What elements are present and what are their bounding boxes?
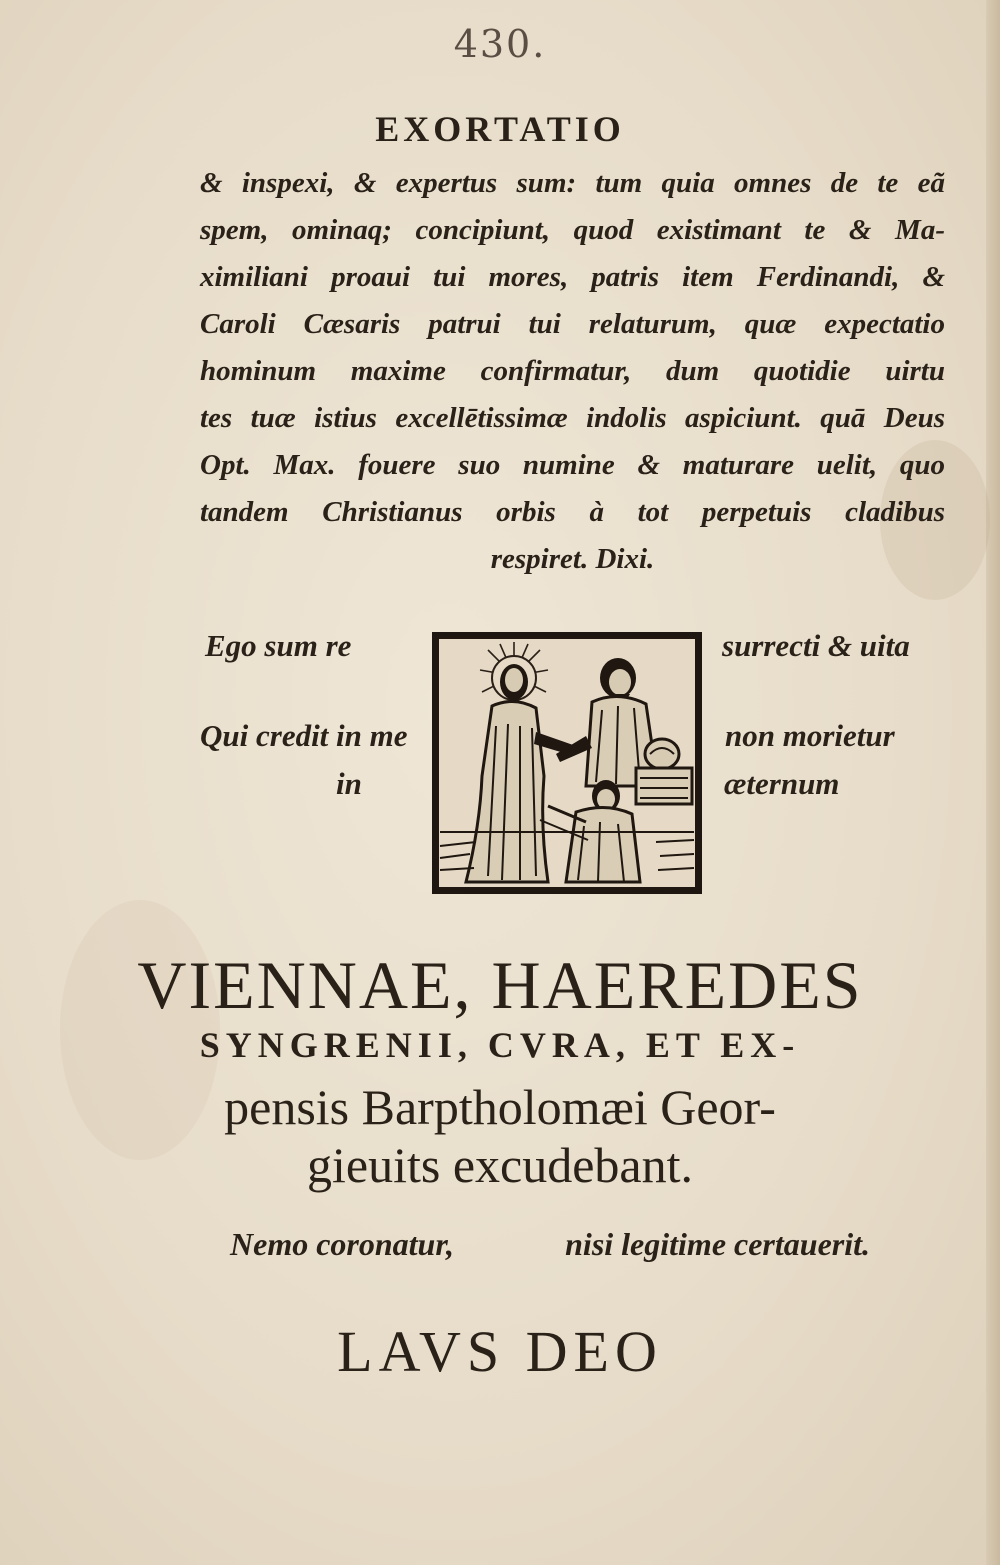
motto-right-1: surrecti & uita [722, 628, 910, 663]
text-line: & inspexi, & expertus sum: tum quia omnes de te eã [200, 167, 945, 199]
imprint-place: VIENNAE, HAEREDES [137, 947, 863, 1023]
closing-text: LAVS DEO [337, 1319, 663, 1384]
text-line: tes tuæ istius excellētissimæ indolis aspiciunt. quā Deus [200, 402, 945, 434]
motto-left-3: in [336, 766, 362, 801]
imprint-publisher: pensis Barptholomæi Geor- [224, 1079, 776, 1135]
motto-right-3: æternum [724, 766, 840, 801]
woodcut-raising-of-lazarus [436, 636, 698, 890]
motto-right-2: non morietur [725, 718, 895, 753]
woodcut-illustration [432, 632, 702, 894]
colophon-motto [230, 1226, 870, 1263]
motto-left-2: Qui credit in me [200, 718, 408, 753]
text-line: hominum maxime confirmatur, dum quotidie uirtu [200, 355, 945, 387]
text-line: tandem Christianus orbis à tot perpetuis cladibus [200, 496, 945, 528]
text-line: Opt. Max. fouere suo numine & maturare uelit, quo [200, 449, 945, 481]
imprint-printer: SYNGRENII, CVRA, ET EX- [199, 1025, 801, 1065]
page-number: 430. [453, 22, 547, 66]
text-line: ximiliani proaui tui mores, patris item Ferdinandi, & [200, 261, 945, 293]
text-line: Caroli Cæsaris patrui tui relaturum, quæ expectatio [200, 308, 945, 340]
section-header: EXORTATIO [375, 109, 625, 149]
colophon-left: Nemo coronatur, [230, 1226, 455, 1262]
imprint-closing: gieuits excudebant. [307, 1137, 693, 1193]
motto-left-1: Ego sum re [205, 628, 352, 663]
text-line: respiret. Dixi. [490, 543, 655, 575]
body-paragraph [200, 160, 945, 583]
colophon-right: nisi legitime certauerit. [565, 1226, 870, 1262]
text-line: spem, ominaq; concipiunt, quod existimant te & Ma- [200, 214, 945, 246]
